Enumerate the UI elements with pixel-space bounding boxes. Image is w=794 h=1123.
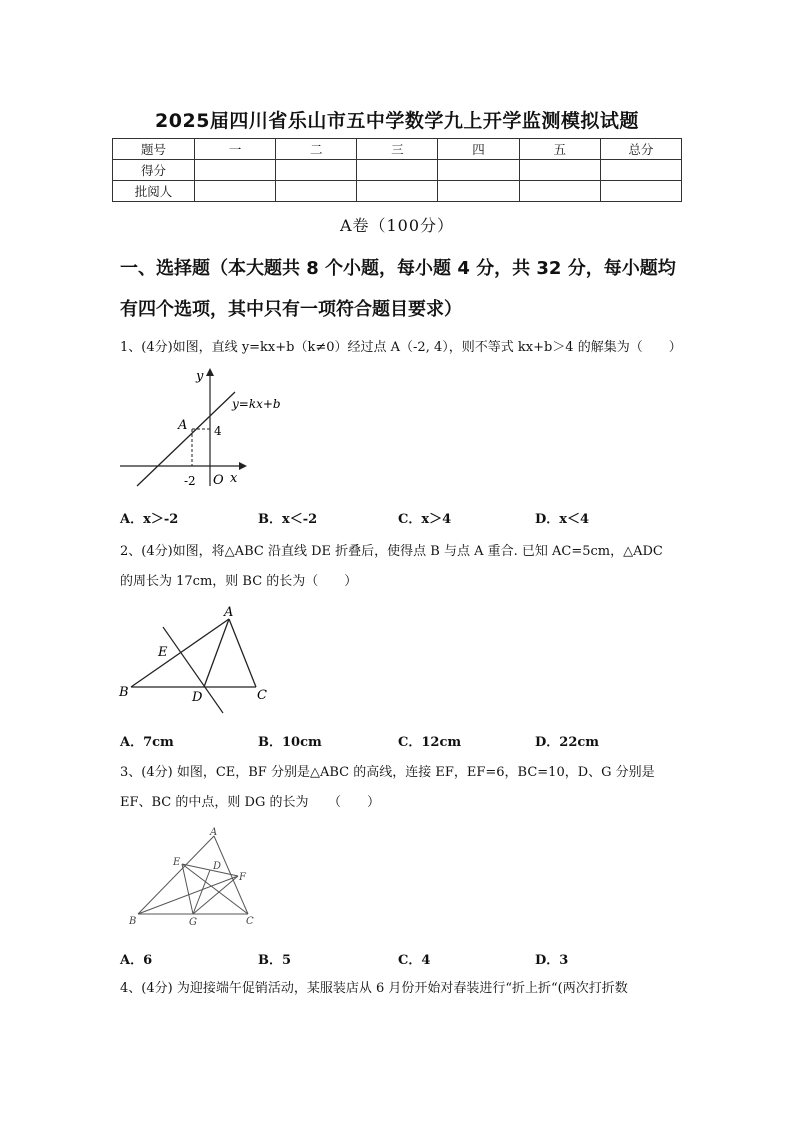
point-a-label: A [178,418,188,433]
x-axis-label: x [230,471,238,486]
question-2-figure [115,600,275,718]
label-f: F [239,872,246,883]
score-table-header-cell: 三 [357,139,438,160]
score-cell [600,160,681,181]
choice-a[interactable]: A．7cm [120,735,174,750]
score-cell [195,181,276,202]
choice-d[interactable]: D．22cm [535,735,600,750]
y-axis-arrow [206,368,214,376]
question-4-text: 4、(4分) 为迎接端午促销活动，某服装店从 6 月份开始对春装进行“折上折“(两次打折数 [120,981,628,996]
question-1-figure [115,362,281,492]
question-3-text-line1: 3、(4分) 如图，CE，BF 分别是△ABC 的高线，连接 EF，EF=6，BC=10，D、G 分别是 [120,765,655,780]
choice-c[interactable]: C．12cm [398,735,462,750]
score-cell [276,160,357,181]
part1-title-line1: 一、选择题（本大题共 8 个小题，每小题 4 分，共 32 分，每小题均 [120,258,676,279]
graph-line [137,392,235,486]
label-d: D [192,690,203,705]
score-cell [438,160,519,181]
choice-d[interactable]: D．3 [535,953,569,968]
score-table-row [113,181,682,202]
label-c: C [246,916,254,927]
question-2-text-line2: 的周长为 17cm，则 BC 的长为（ ） [120,574,358,589]
score-table-header-cell: 五 [519,139,600,160]
y-axis-label: y [196,369,204,384]
question-3-choices [120,949,680,969]
score-table-header-cell: 一 [195,139,276,160]
score-table [112,138,682,202]
score-cell [195,160,276,181]
choice-c[interactable]: C．x＞4 [398,512,452,527]
line-label: y=kx+b [232,397,281,411]
score-table-header-cell: 总分 [600,139,681,160]
label-e: E [158,645,168,660]
part1-title-line2: 有四个选项，其中只有一项符合题目要求） [120,299,462,320]
exam-title: 2025届四川省乐山市五中学数学九上开学监测模拟试题 [155,110,639,132]
label-c: C [257,688,267,703]
score-cell [519,181,600,202]
score-table-row-label: 得分 [113,160,195,181]
score-cell [276,181,357,202]
choice-a[interactable]: A．x＞-2 [120,512,179,527]
segment-ad [204,619,229,687]
segment-fg [193,876,238,914]
label-b: B [119,685,129,700]
origin-label: O [213,473,224,488]
question-1-choices [120,508,680,528]
question-3-text-line2: EF、BC 的中点，则 DG 的长为 （ ） [120,795,380,810]
label-g: G [189,917,197,928]
score-table-row [113,160,682,181]
choice-a[interactable]: A．6 [120,953,153,968]
choice-b[interactable]: B．x＜-2 [258,512,318,527]
side-ac [229,619,256,687]
x-axis-arrow [239,462,247,470]
label-a: A [210,827,218,838]
score-cell [519,160,600,181]
label-a: A [224,605,234,620]
score-table-header-cell: 二 [276,139,357,160]
score-cell [600,181,681,202]
question-2-text-line1: 2、(4分)如图，将△ABC 沿直线 DE 折叠后，使得点 B 与点 A 重合. 已知 AC=5cm，△ADC [120,544,663,559]
label-b: B [129,916,137,927]
score-table-header-cell: 题号 [113,139,195,160]
label-d: D [213,861,222,872]
y-value-label: 4 [214,424,222,438]
x-value-label: -2 [184,474,196,488]
question-3-figure [122,822,272,930]
section-a-heading: A卷（100分） [339,216,455,235]
choice-b[interactable]: B．5 [258,953,292,968]
question-1-text: 1、(4分)如图，直线 y=kx+b（k≠0）经过点 A（-2, 4），则不等式 kx+b＞4 的解集为（ ） [120,340,682,355]
score-table-header-cell: 四 [438,139,519,160]
score-cell [357,181,438,202]
question-2-choices [120,731,680,751]
choice-b[interactable]: B．10cm [258,735,322,750]
score-table-row-label: 批阅人 [113,181,195,202]
choice-d[interactable]: D．x＜4 [535,512,590,527]
score-cell [438,181,519,202]
score-cell [357,160,438,181]
score-table-header-row [113,139,682,160]
choice-c[interactable]: C．4 [398,953,431,968]
side-ab [131,619,229,687]
side-ab [138,836,214,914]
label-e: E [173,857,181,868]
